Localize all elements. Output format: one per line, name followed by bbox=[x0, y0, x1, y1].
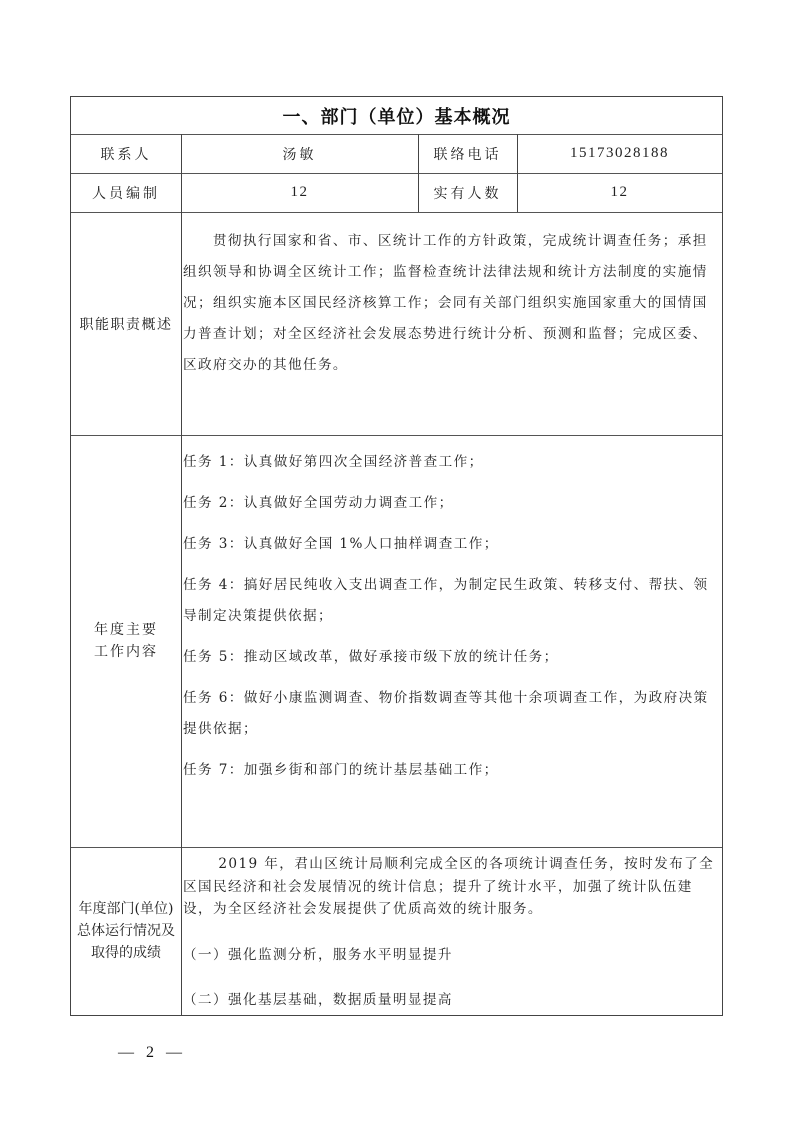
overall-label bbox=[71, 847, 181, 1015]
task-item: 任务 6：做好小康监测调查、物价指数调查等其他十余项调查工作，为政府决策提供依据； bbox=[183, 690, 709, 737]
duties-paragraph: 贯彻执行国家和省、市、区统计工作的方针政策，完成统计调查任务；承担组织领导和协调全区统计工作；监督检查统计法律法规和统计方法制度的实施情况；组织实施本区国民经济核算工作；会同有关部门组织实施国家重大的国情国力普查计划；对全区经济社会发展态势进行统计分析、预测和监督；完成区委、区政府交办的其他任务。 bbox=[183, 233, 708, 373]
contact-label: 联系人 bbox=[100, 146, 152, 163]
overall-point: （二）强化基层基础，数据质量明显提高 bbox=[183, 991, 453, 1008]
task-item: 任务 1：认真做好第四次全国经济普查工作； bbox=[183, 454, 484, 470]
overall-label-line3: 取得的成绩 bbox=[91, 945, 161, 961]
phone-value: 15173028188 bbox=[570, 145, 669, 161]
annual-work-label-line2: 工作内容 bbox=[94, 644, 158, 660]
task-item: 任务 5：推动区域改革，做好承接市级下放的统计任务； bbox=[183, 649, 559, 665]
contact-value: 汤敏 bbox=[282, 146, 317, 163]
task-item: 任务 3：认真做好全国 1%人口抽样调查工作； bbox=[183, 536, 499, 552]
actual-staff-value: 12 bbox=[610, 184, 629, 200]
overall-point: （一）强化监测分析，服务水平明显提升 bbox=[183, 946, 453, 963]
overall-label-line1: 年度部门(单位) bbox=[78, 901, 174, 917]
duties-label: 职能职责概述 bbox=[79, 316, 173, 333]
overall-summary bbox=[183, 853, 719, 1011]
task-item: 任务 4：搞好居民纯收入支出调查工作，为制定民生政策、转移支付、帮扶、领导制定决策提供依据； bbox=[183, 577, 709, 624]
section-title: 一、部门（单位）基本概况 bbox=[282, 106, 511, 128]
task-list bbox=[183, 447, 719, 796]
overall-label-line2: 总体运行情况及 bbox=[77, 923, 175, 939]
page-number: — 2 — bbox=[118, 1044, 186, 1061]
phone-label: 联络电话 bbox=[433, 146, 502, 163]
annual-work-label bbox=[71, 435, 181, 847]
staff-quota-label: 人员编制 bbox=[92, 185, 160, 202]
duties-text bbox=[183, 226, 719, 381]
task-item: 任务 2：认真做好全国劳动力调查工作； bbox=[183, 495, 454, 511]
staff-quota-value: 12 bbox=[290, 184, 309, 200]
annual-work-label-line1: 年度主要 bbox=[94, 622, 158, 638]
actual-staff-label: 实有人数 bbox=[433, 185, 502, 202]
task-item: 任务 7：加强乡街和部门的统计基层基础工作； bbox=[183, 762, 499, 778]
column-divider bbox=[181, 134, 182, 1016]
overall-intro: 2019 年，君山区统计局顺利完成全区的各项统计调查任务，按时发布了全区国民经济和社会发展情况的统计信息；提升了统计水平，加强了统计队伍建设，为全区经济社会发展提供了优质高效的统计服务。 bbox=[183, 856, 715, 917]
